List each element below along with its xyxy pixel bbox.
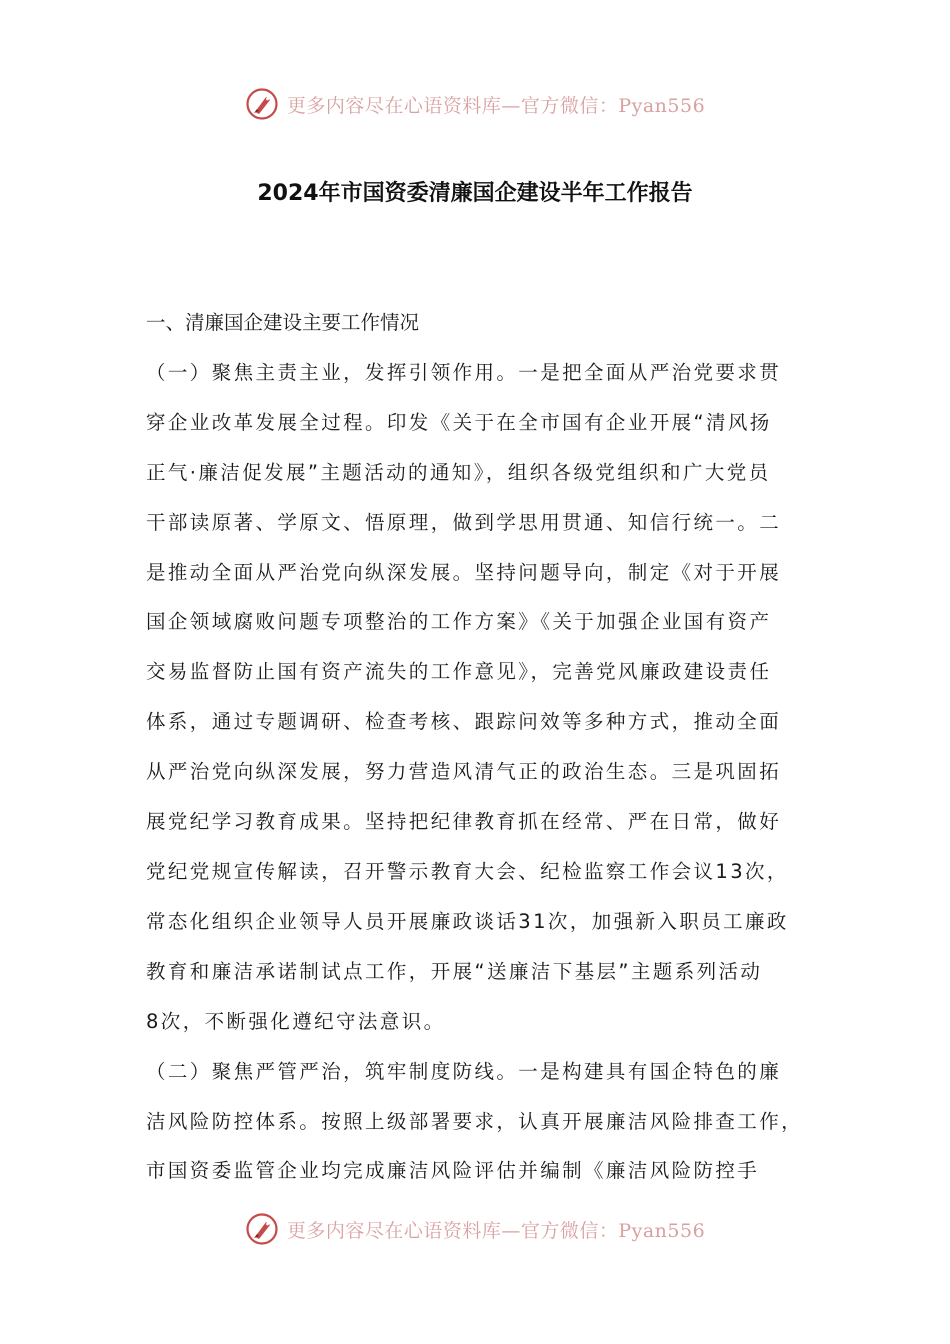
- paragraph-line: 8次，不断强化遵纪守法意识。: [146, 1009, 446, 1033]
- paragraph-line: 从严治党向纵深发展，努力营造风清气正的政治生态。三是巩固拓: [146, 760, 782, 784]
- paragraph-line: 常态化组织企业领导人员开展廉政谈话31次，加强新入职员工廉政: [146, 909, 789, 933]
- paragraph-line: 党纪党规宣传解读，召开警示教育大会、纪检监察工作会议13次，: [146, 859, 789, 883]
- paragraph-line: （一）聚焦主责主业，发挥引领作用。一是把全面从严治党要求贯: [146, 360, 782, 384]
- paragraph-line: 正气·廉洁促发展”主题活动的通知》，组织各级党组织和广大党员: [146, 460, 771, 484]
- watermark-text: 更多内容尽在心语资料库—官方微信：Pyan556: [286, 94, 706, 117]
- paragraph-line: 展党纪学习教育成果。坚持把纪律教育抓在经常、严在日常，做好: [146, 810, 782, 834]
- paragraph-line: （二）聚焦严管严治，筑牢制度防线。一是构建具有国企特色的廉: [146, 1059, 782, 1083]
- pen-nib-logo-icon: [245, 87, 279, 121]
- paragraph-line: 交易监督防止国有资产流失的工作意见》，完善党风廉政建设责任: [146, 660, 772, 684]
- paragraph-line: 国企领域腐败问题专项整治的工作方案》《关于加强企业国有资产: [146, 610, 772, 634]
- paragraph-line: 是推动全面从严治党向纵深发展。坚持问题导向，制定《对于开展: [146, 560, 782, 584]
- paragraph-line: 穿企业改革发展全过程。印发《关于在全市国有企业开展“清风扬: [146, 410, 772, 434]
- document-title: 2024年市国资委清廉国企建设半年工作报告: [257, 181, 693, 206]
- document-body: [146, 298, 808, 1196]
- paragraph-line: 体系，通过专题调研、检查考核、跟踪问效等多种方式，推动全面: [146, 710, 782, 734]
- watermark-text: 更多内容尽在心语资料库—官方微信：Pyan556: [286, 1219, 706, 1242]
- paragraph-line: 洁风险防控体系。按照上级部署要求，认真开展廉洁风险排查工作，: [146, 1109, 804, 1133]
- paragraph-line: 教育和廉洁承诺制试点工作，开展“送廉洁下基层”主题系列活动: [146, 959, 763, 983]
- pen-nib-logo-icon: [245, 1212, 279, 1246]
- paragraph-line: 市国资委监管企业均完成廉洁风险评估并编制《廉洁风险防控手: [146, 1159, 760, 1183]
- watermark-header: [0, 84, 950, 124]
- watermark-footer: [0, 1209, 950, 1249]
- paragraph-line: 干部读原著、学原文、悟原理，做到学思用贯通、知信行统一。二: [146, 510, 782, 534]
- section-heading: 一、清廉国企建设主要工作情况: [146, 311, 420, 334]
